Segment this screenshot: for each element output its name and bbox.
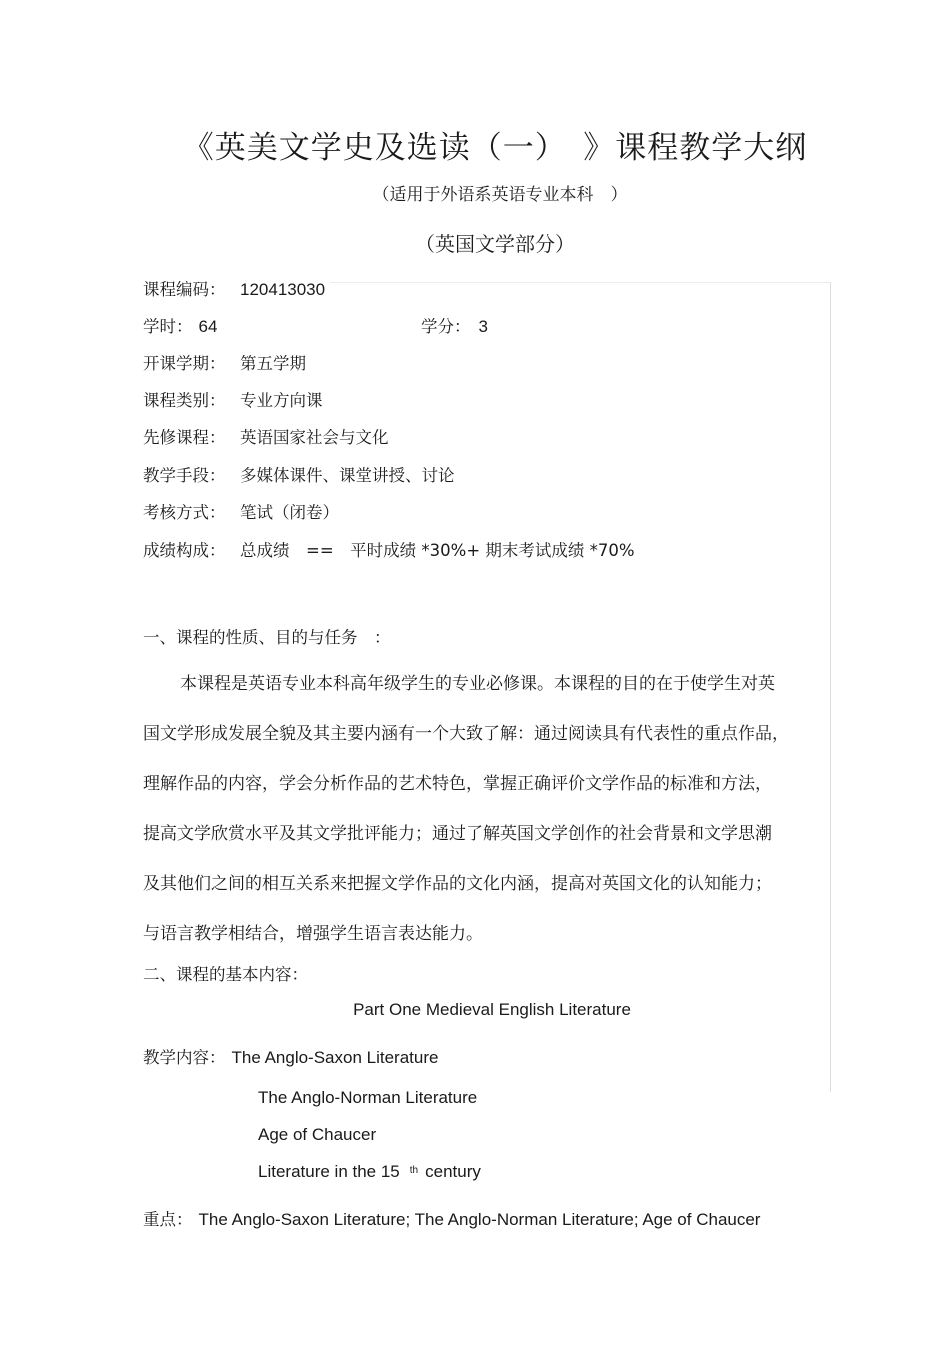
info-value: 第五学期 — [240, 354, 306, 373]
info-label: 先修课程： — [143, 428, 226, 447]
paragraph-line: 与语言教学相结合，增强学生语言表达能力。 — [143, 924, 483, 944]
info-value: 英语国家社会与文化 — [240, 428, 389, 447]
info-label: 开课学期： — [143, 354, 226, 373]
content-item: Age of Chaucer — [258, 1125, 377, 1144]
info-row-prerequisite — [143, 424, 389, 448]
paragraph-line: 及其他们之间的相互关系来把握文学作品的文化内涵，提高对英国文化的认知能力； — [143, 874, 772, 894]
info-row-category — [143, 387, 323, 411]
content-item: The Anglo-Saxon Literature — [231, 1048, 439, 1067]
info-label: 课程类别： — [143, 391, 226, 410]
section-heading: 二、课程的基本内容： — [143, 965, 308, 984]
content-row — [143, 1044, 438, 1068]
key-label: 重点： — [143, 1210, 193, 1229]
section-subtitle: （英国文学部分） — [415, 232, 575, 256]
info-row-code — [143, 276, 325, 300]
paragraph-line: 本课程是英语专业本科高年级学生的专业必修课。本课程的目的在于使学生对英 — [180, 674, 775, 694]
info-row-semester — [143, 350, 306, 374]
info-row-grading — [143, 537, 635, 561]
info-value: 3 — [478, 317, 488, 336]
info-value: 总成绩 == 平时成绩 *30%+ 期末考试成绩 *70% — [240, 541, 635, 560]
info-row-method — [143, 462, 455, 486]
paragraph-line: 提高文学欣赏水平及其文学批评能力；通过了解英国文学创作的社会背景和文学思潮 — [143, 824, 772, 844]
content-item-text: Literature in the 15 — [258, 1162, 400, 1181]
page-frame-line — [330, 282, 830, 283]
info-value: 专业方向课 — [240, 391, 323, 410]
key-points-row — [143, 1206, 760, 1230]
superscript: th — [409, 1165, 419, 1176]
info-value: 笔试（闭卷） — [240, 503, 339, 522]
content-item-text: century — [425, 1162, 481, 1181]
info-value: 64 — [198, 317, 218, 336]
content-label: 教学内容： — [143, 1048, 226, 1067]
content-item: The Anglo-Norman Literature — [258, 1088, 478, 1107]
info-row-assessment — [143, 499, 339, 523]
info-label: 教学手段： — [143, 466, 226, 485]
document-title: 《英美文学史及选读（一） 》课程教学大纲 — [182, 130, 808, 166]
document-subtitle: （适用于外语系英语专业本科 ） — [372, 185, 628, 205]
key-value: The Anglo-Saxon Literature; The Anglo-Norman Literature; Age of Chaucer — [198, 1210, 761, 1229]
info-row-credits — [421, 313, 488, 337]
info-label: 学时： — [143, 317, 193, 336]
info-value: 多媒体课件、课堂讲授、讨论 — [240, 466, 455, 485]
paragraph-line: 理解作品的内容，学会分析作品的艺术特色，掌握正确评价文学作品的标准和方法， — [143, 774, 772, 794]
info-label: 学分： — [421, 317, 471, 336]
info-row-hours — [143, 313, 217, 337]
info-value: 120413030 — [240, 280, 326, 299]
part-title: Part One Medieval English Literature — [353, 1000, 631, 1019]
info-label: 课程编码： — [143, 280, 226, 299]
info-label: 考核方式： — [143, 503, 226, 522]
content-item — [258, 1162, 481, 1182]
info-label: 成绩构成： — [143, 541, 226, 560]
paragraph-line: 国文学形成发展全貌及其主要内涵有一个大致了解：通过阅读具有代表性的重点作品， — [143, 724, 789, 744]
section-heading: 一、课程的性质、目的与任务 ： — [143, 628, 391, 647]
